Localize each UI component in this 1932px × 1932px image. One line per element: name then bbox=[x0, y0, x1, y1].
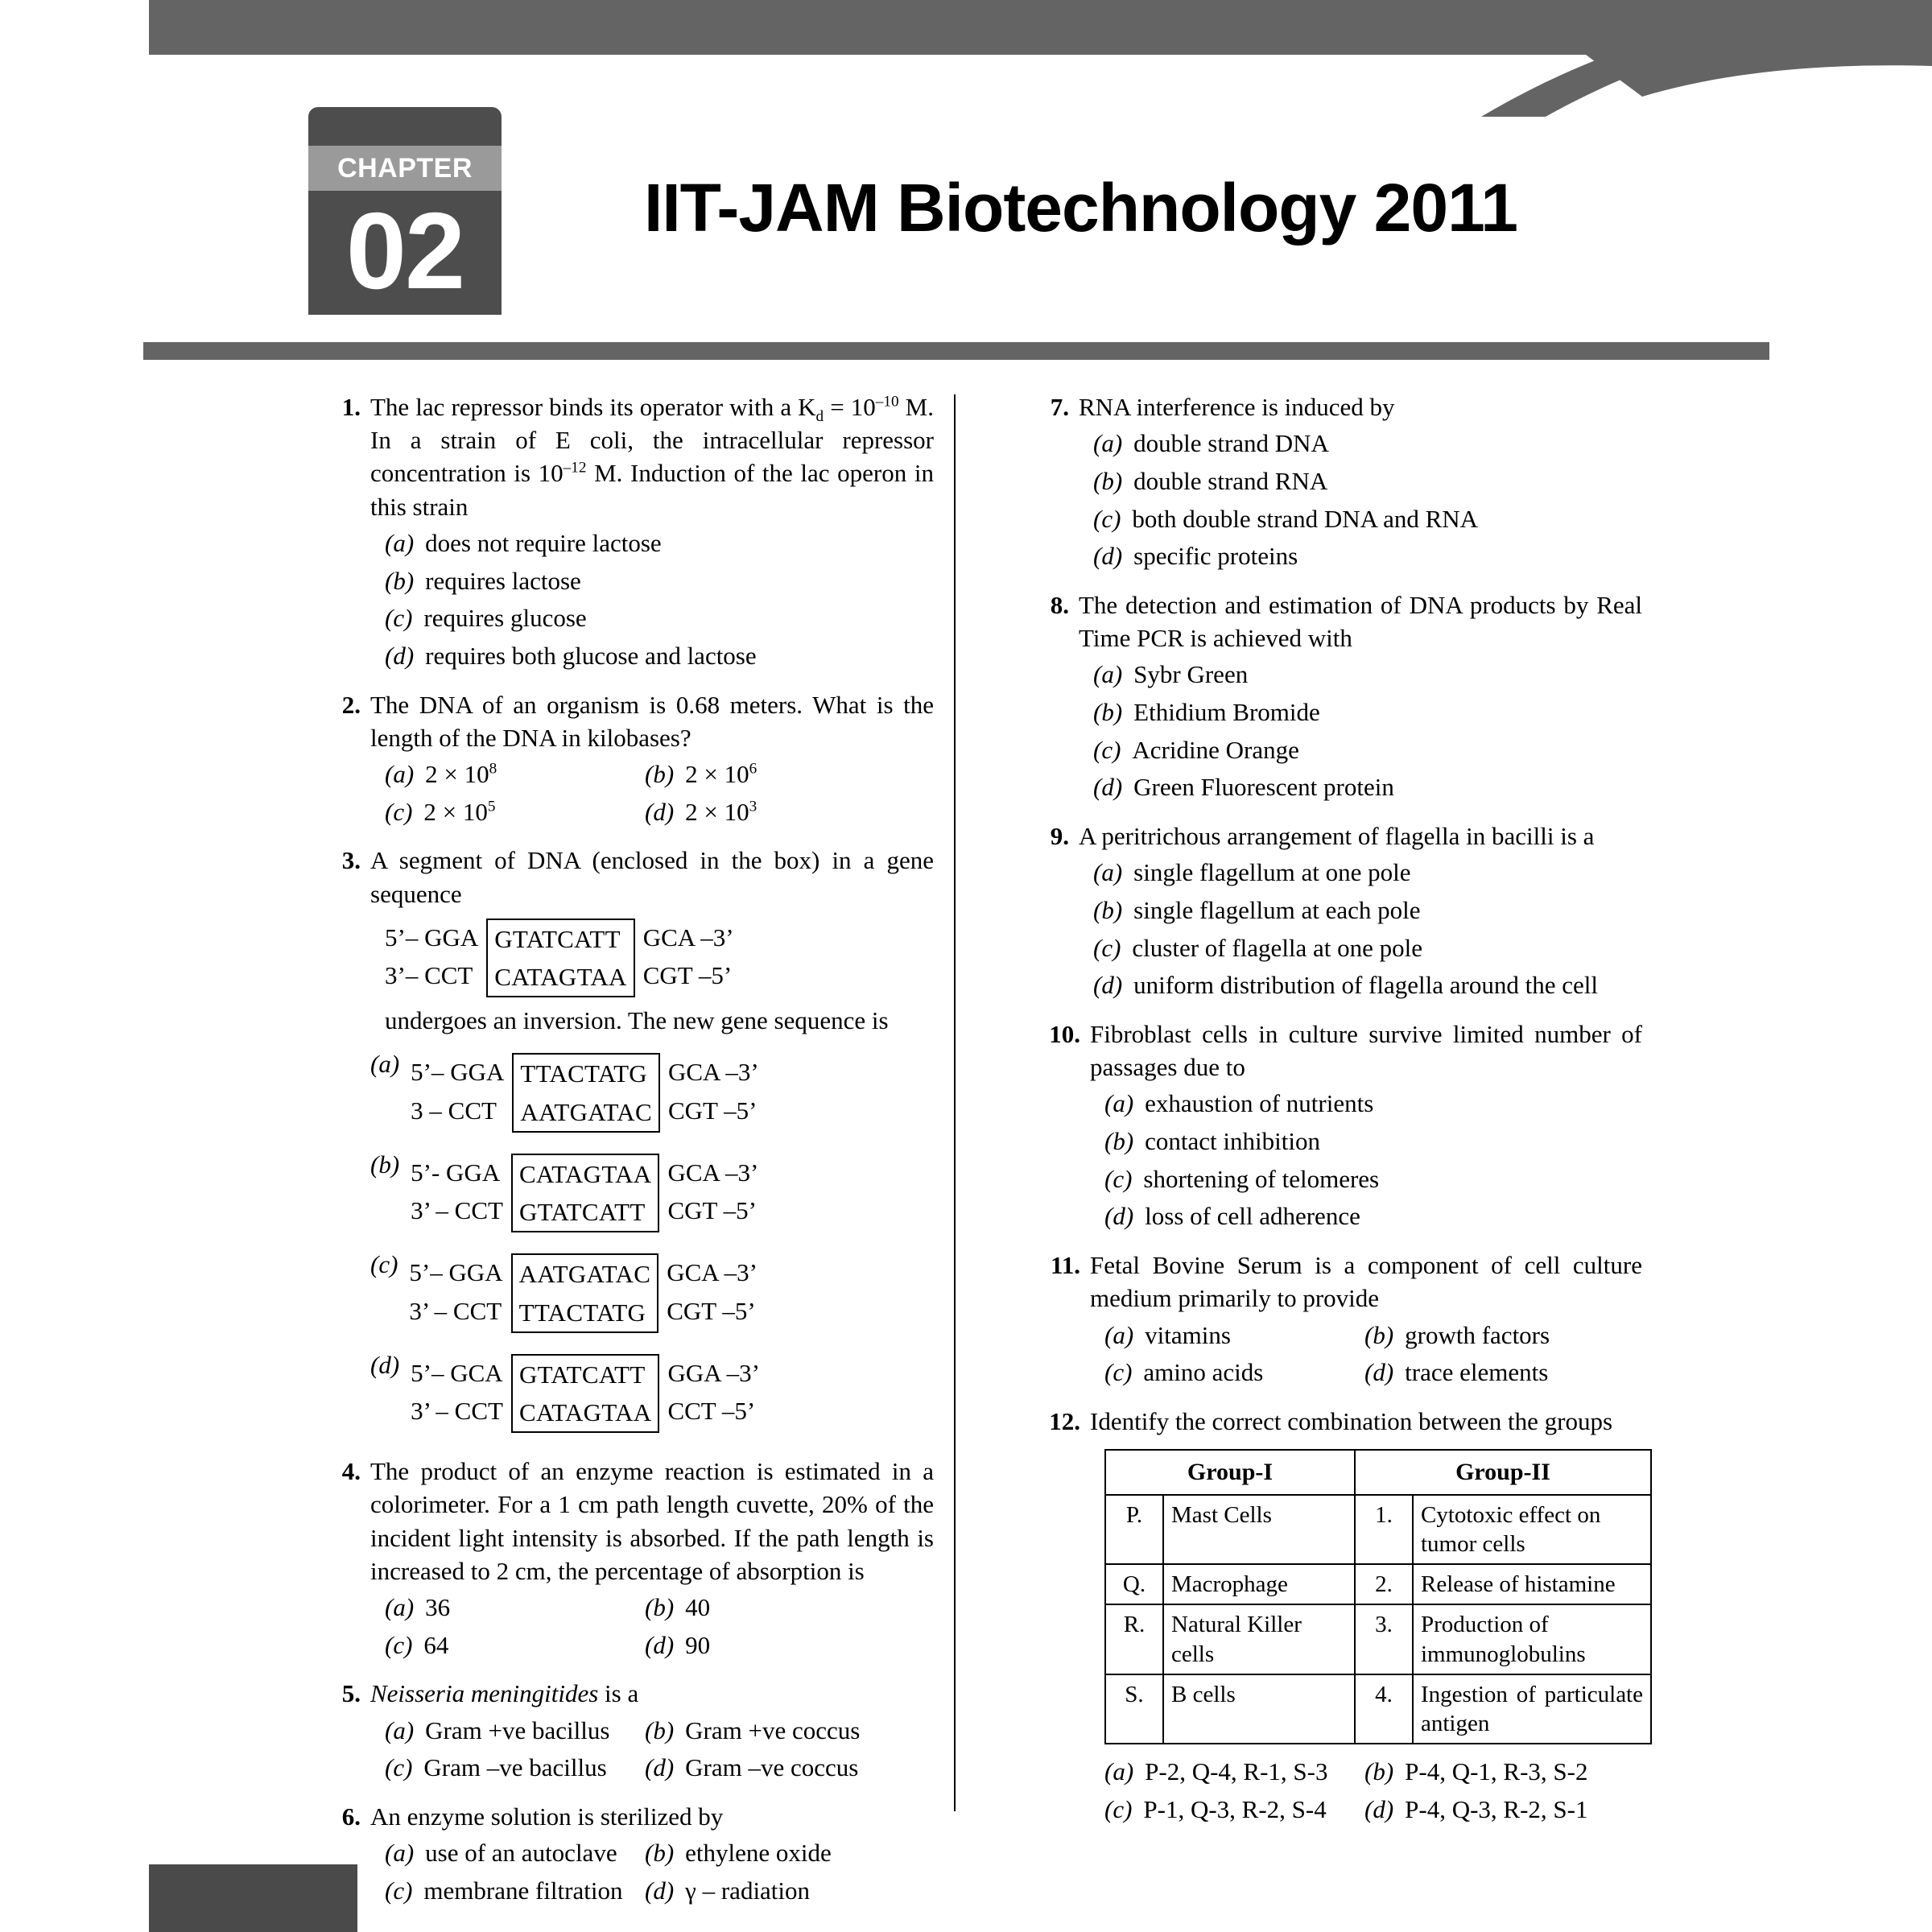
question-number: 11. bbox=[1050, 1251, 1080, 1280]
option-text: loss of cell adherence bbox=[1145, 1202, 1360, 1231]
option-base: 2 × 10 bbox=[685, 760, 749, 788]
dna-sequence-top: GTATCATT bbox=[494, 924, 621, 953]
dna-suffix-top: GCA –3’ bbox=[667, 1158, 759, 1187]
option-b[interactable] bbox=[630, 758, 757, 791]
option-a[interactable] bbox=[370, 527, 662, 559]
option-label: (b) bbox=[645, 760, 675, 788]
header-swoosh-decoration bbox=[1030, 0, 1932, 129]
dna-sequence-top: GTATCATT bbox=[518, 1360, 646, 1389]
dna-prefix-top: 5’– GGA bbox=[409, 1258, 503, 1287]
option-label: (c) bbox=[385, 1630, 413, 1659]
question-9 bbox=[1030, 819, 1642, 1007]
option-label: (a) bbox=[385, 528, 415, 557]
option-text: use of an autoclave bbox=[425, 1839, 617, 1868]
option-text bbox=[685, 758, 757, 791]
option-label: (a) bbox=[1104, 1089, 1134, 1118]
option-a[interactable] bbox=[1079, 857, 1411, 889]
dna-sequence-bottom: TTACTATG bbox=[518, 1298, 646, 1327]
option-b[interactable] bbox=[630, 1715, 860, 1747]
group1-value: Macrophage bbox=[1163, 1564, 1355, 1604]
column-left bbox=[322, 390, 934, 1923]
dna-boxed-segment bbox=[512, 1053, 660, 1132]
question-5 bbox=[322, 1677, 934, 1790]
dna-suffix-bottom: CGT –5’ bbox=[667, 1296, 756, 1325]
options-list bbox=[1079, 857, 1642, 1001]
dna-sequence-bottom: CATAGTAA bbox=[494, 963, 627, 991]
dna-suffix-bottom: CGT –5’ bbox=[667, 1196, 757, 1225]
option-label: (b) bbox=[1364, 1757, 1394, 1786]
page-title: IIT-JAM Biotechnology 2011 bbox=[644, 170, 1517, 246]
table-row bbox=[1105, 1674, 1651, 1744]
question-stem: RNA interference is induced by bbox=[1079, 393, 1395, 421]
option-label: (c) bbox=[370, 1250, 398, 1279]
table-row bbox=[1105, 1604, 1651, 1674]
option-b[interactable] bbox=[1079, 465, 1327, 497]
stem-part: is a bbox=[598, 1679, 639, 1708]
dna-option-sequence bbox=[411, 1053, 759, 1132]
option-a[interactable] bbox=[1079, 658, 1248, 691]
dna-sequence-top: CATAGTAA bbox=[518, 1159, 652, 1188]
option-b[interactable] bbox=[630, 1591, 710, 1624]
option-d[interactable] bbox=[630, 796, 757, 828]
option-label: (a) bbox=[1104, 1757, 1134, 1786]
option-label: (d) bbox=[1364, 1358, 1394, 1387]
option-text: double strand RNA bbox=[1133, 466, 1328, 495]
option-exponent: 8 bbox=[489, 760, 497, 778]
option-text: P-2, Q-4, R-1, S-3 bbox=[1145, 1757, 1328, 1786]
options-list bbox=[370, 758, 934, 828]
option-label: (d) bbox=[1104, 1202, 1134, 1231]
option-a[interactable] bbox=[370, 1045, 934, 1137]
option-text: P-1, Q-3, R-2, S-4 bbox=[1143, 1794, 1327, 1823]
option-text: single flagellum at each pole bbox=[1133, 895, 1421, 924]
option-b[interactable] bbox=[370, 565, 581, 597]
group2-value: Production of immunoglobulins bbox=[1413, 1604, 1651, 1674]
dna-prefix-top: 5’– GGA bbox=[385, 923, 479, 952]
option-d[interactable] bbox=[1350, 1794, 1588, 1826]
group-matching-table bbox=[1104, 1449, 1652, 1744]
dna-prefix-bottom: 3’ – CCT bbox=[409, 1296, 502, 1325]
question-stem: An enzyme solution is sterilized by bbox=[370, 1802, 724, 1831]
option-c[interactable] bbox=[370, 796, 630, 828]
option-label: (b) bbox=[1104, 1127, 1134, 1156]
option-text: P-4, Q-1, R-3, S-2 bbox=[1405, 1757, 1588, 1786]
dna-option-sequence bbox=[411, 1354, 760, 1433]
option-c[interactable] bbox=[1079, 503, 1478, 535]
title-divider-rule bbox=[143, 342, 1769, 360]
option-label: (b) bbox=[1364, 1320, 1394, 1349]
option-a[interactable] bbox=[1090, 1756, 1350, 1788]
options-list bbox=[370, 1715, 934, 1784]
stem-part: The lac repressor binds its operator with a K bbox=[370, 393, 816, 421]
option-b[interactable] bbox=[1079, 696, 1320, 729]
option-text: Green Fluorescent protein bbox=[1133, 773, 1394, 802]
option-text: Ethidium Bromide bbox=[1133, 698, 1320, 727]
option-text: Gram +ve bacillus bbox=[425, 1715, 610, 1744]
question-7 bbox=[1030, 390, 1642, 578]
option-b[interactable] bbox=[630, 1837, 832, 1869]
option-label: (c) bbox=[1104, 1358, 1133, 1387]
option-label: (d) bbox=[645, 1753, 675, 1782]
stem-part: M. In a strain of E coli, the intracellular repressor concentration is 10 bbox=[370, 393, 934, 488]
option-text: double strand DNA bbox=[1133, 429, 1329, 458]
group1-key: S. bbox=[1105, 1674, 1163, 1744]
stem-subscript: d bbox=[815, 408, 824, 426]
option-text: 36 bbox=[425, 1593, 451, 1622]
option-text: exhaustion of nutrients bbox=[1145, 1089, 1374, 1118]
option-c[interactable] bbox=[1079, 932, 1422, 964]
group2-value: Cytotoxic effect on tumor cells bbox=[1413, 1495, 1651, 1565]
option-d[interactable] bbox=[1079, 540, 1298, 572]
dna-sequence-bottom: GTATCATT bbox=[518, 1198, 646, 1227]
option-label: (a) bbox=[385, 1839, 415, 1868]
question-number: 6. bbox=[341, 1802, 361, 1831]
question-3-note: undergoes an inversion. The new gene sequence is bbox=[385, 1006, 889, 1035]
question-1 bbox=[322, 390, 934, 678]
group2-key: 4. bbox=[1355, 1674, 1413, 1744]
dna-prefix-top: 5’– GCA bbox=[411, 1358, 503, 1387]
option-label: (b) bbox=[370, 1150, 400, 1179]
stem-superscript: –10 bbox=[875, 393, 899, 411]
option-a[interactable] bbox=[370, 1837, 630, 1869]
option-base: 2 × 10 bbox=[425, 760, 489, 788]
option-label: (d) bbox=[1093, 971, 1123, 1000]
option-text: 64 bbox=[423, 1630, 449, 1659]
option-exponent: 3 bbox=[749, 798, 758, 815]
option-text: does not require lactose bbox=[425, 528, 662, 557]
question-stem: Fetal Bovine Serum is a component of cell culture medium primarily to provide bbox=[1090, 1251, 1642, 1313]
group1-value: B cells bbox=[1163, 1674, 1355, 1744]
options-list bbox=[1090, 1319, 1642, 1389]
option-b[interactable] bbox=[1350, 1319, 1550, 1352]
stem-part: M. Induction of the lac operon in this strain bbox=[370, 459, 934, 521]
option-a[interactable] bbox=[370, 1591, 630, 1624]
dna-suffix-column bbox=[660, 1053, 759, 1129]
species-name: Neisseria meningitides bbox=[370, 1679, 599, 1708]
dna-sequence-top: AATGATAC bbox=[518, 1260, 651, 1289]
option-d[interactable] bbox=[1079, 771, 1394, 803]
option-label: (c) bbox=[1104, 1164, 1133, 1193]
question-10 bbox=[1030, 1018, 1642, 1238]
option-base: 2 × 10 bbox=[685, 797, 749, 826]
option-d[interactable] bbox=[1090, 1200, 1360, 1232]
question-number: 10. bbox=[1049, 1019, 1080, 1048]
dna-prefix-column bbox=[411, 1053, 512, 1129]
options-list bbox=[1090, 1756, 1652, 1825]
option-d[interactable] bbox=[370, 640, 757, 672]
question-number: 8. bbox=[1050, 590, 1069, 619]
dna-prefix-bottom: 3’ – CCT bbox=[411, 1196, 503, 1225]
option-label: (b) bbox=[1093, 698, 1123, 727]
option-b[interactable] bbox=[370, 1146, 934, 1237]
question-stem: Fibroblast cells in culture survive limited number of passages due to bbox=[1090, 1019, 1642, 1082]
option-label: (a) bbox=[1093, 660, 1123, 689]
dna-suffix-top: GCA –3’ bbox=[667, 1258, 758, 1287]
option-text: contact inhibition bbox=[1145, 1127, 1320, 1156]
chapter-label: CHAPTER bbox=[308, 146, 502, 191]
option-label: (b) bbox=[645, 1593, 675, 1622]
option-text: single flagellum at one pole bbox=[1133, 858, 1411, 887]
question-6 bbox=[322, 1800, 934, 1913]
column-header-group-1: Group-I bbox=[1105, 1450, 1355, 1495]
options-list bbox=[1079, 658, 1642, 803]
option-c[interactable] bbox=[370, 1629, 630, 1662]
option-label: (c) bbox=[385, 1876, 413, 1905]
question-number: 2. bbox=[341, 690, 361, 719]
footer-decoration-block bbox=[149, 1864, 357, 1932]
stem-part: = 10 bbox=[824, 393, 876, 421]
dna-suffix-top: GCA –3’ bbox=[667, 1058, 759, 1087]
group1-value: Natural Killer cells bbox=[1163, 1604, 1355, 1674]
question-stem: The product of an enzyme reaction is estimated in a colorimeter. For a 1 cm path length cuvette, 20% of the incident light intensity is absorbed. If the path length is increased to 2 cm, the percentage of absorption is bbox=[370, 1457, 934, 1585]
dna-suffix-column bbox=[659, 1354, 760, 1430]
dna-prefix-column bbox=[409, 1253, 510, 1329]
question-number: 9. bbox=[1050, 822, 1069, 851]
question-number: 4. bbox=[341, 1457, 361, 1486]
option-d[interactable] bbox=[630, 1629, 710, 1662]
option-label: (d) bbox=[370, 1350, 400, 1379]
option-text: trace elements bbox=[1405, 1358, 1549, 1387]
dna-option-sequence bbox=[409, 1253, 758, 1332]
option-text bbox=[425, 758, 630, 791]
option-label: (b) bbox=[645, 1715, 675, 1744]
option-text: shortening of telomeres bbox=[1143, 1164, 1380, 1193]
question-8 bbox=[1030, 588, 1642, 809]
question-stem: The DNA of an organism is 0.68 meters. What is the length of the DNA in kilobases? bbox=[370, 690, 934, 752]
group2-key: 3. bbox=[1355, 1604, 1413, 1674]
stem-superscript: –12 bbox=[563, 460, 587, 477]
option-text: both double strand DNA and RNA bbox=[1132, 504, 1479, 533]
option-label: (d) bbox=[1093, 773, 1123, 802]
option-text: membrane filtration bbox=[423, 1876, 623, 1905]
option-c[interactable] bbox=[1079, 734, 1299, 766]
question-12 bbox=[1030, 1405, 1642, 1831]
option-label: (a) bbox=[385, 1715, 415, 1744]
option-b[interactable] bbox=[1079, 894, 1421, 927]
option-a[interactable] bbox=[1090, 1088, 1373, 1120]
option-text: requires both glucose and lactose bbox=[425, 641, 757, 670]
group2-value: Ingestion of particulate antigen bbox=[1413, 1674, 1651, 1744]
option-label: (c) bbox=[385, 1753, 413, 1782]
option-label: (a) bbox=[1104, 1320, 1134, 1349]
option-text: amino acids bbox=[1143, 1358, 1264, 1387]
option-a[interactable] bbox=[370, 758, 630, 791]
option-d[interactable] bbox=[630, 1752, 858, 1784]
table-row bbox=[1105, 1495, 1651, 1565]
table-row bbox=[1105, 1564, 1651, 1604]
option-label: (b) bbox=[645, 1839, 675, 1868]
option-text bbox=[685, 796, 757, 828]
question-stem: A segment of DNA (enclosed in the box) in a gene sequence bbox=[370, 846, 934, 908]
group1-key: P. bbox=[1105, 1495, 1163, 1565]
option-text: Acridine Orange bbox=[1132, 735, 1299, 764]
dna-suffix-bottom: CGT –5’ bbox=[642, 961, 733, 989]
option-label: (c) bbox=[385, 797, 413, 826]
option-text: requires lactose bbox=[425, 566, 581, 595]
option-a[interactable] bbox=[1079, 427, 1329, 460]
option-label: (a) bbox=[370, 1050, 400, 1079]
option-text: specific proteins bbox=[1133, 542, 1298, 571]
question-stem bbox=[370, 1677, 934, 1710]
option-label: (d) bbox=[1093, 542, 1123, 571]
option-c[interactable] bbox=[370, 1875, 630, 1907]
option-text: vitamins bbox=[1145, 1320, 1231, 1349]
dna-prefix-top: 5’– GGA bbox=[411, 1058, 505, 1087]
dna-given-sequence bbox=[385, 919, 934, 997]
option-text: uniform distribution of flagella around the cell bbox=[1133, 971, 1598, 1000]
column-right bbox=[1030, 390, 1642, 1842]
column-divider bbox=[954, 394, 956, 1811]
option-c[interactable] bbox=[1090, 1794, 1350, 1826]
option-text: Sybr Green bbox=[1133, 660, 1249, 689]
question-number: 1. bbox=[341, 393, 361, 421]
option-label: (d) bbox=[645, 797, 675, 826]
option-exponent: 5 bbox=[487, 798, 496, 815]
dna-suffix-column bbox=[635, 919, 734, 994]
dna-boxed-segment bbox=[511, 1354, 659, 1433]
option-label: (d) bbox=[1364, 1794, 1394, 1823]
option-text: Gram –ve coccus bbox=[685, 1753, 859, 1782]
option-label: (a) bbox=[385, 760, 415, 788]
dna-boxed-segment bbox=[486, 919, 634, 997]
dna-prefix-bottom: 3 – CCT bbox=[411, 1096, 497, 1125]
question-stem: A peritrichous arrangement of flagella in bacilli is a bbox=[1079, 822, 1595, 851]
option-c[interactable] bbox=[370, 602, 587, 634]
dna-suffix-bottom: CGT –5’ bbox=[667, 1096, 758, 1125]
dna-prefix-bottom: 3’ – CCT bbox=[411, 1396, 503, 1425]
option-label: (c) bbox=[1093, 735, 1121, 764]
chapter-badge bbox=[308, 107, 502, 315]
option-text: 40 bbox=[685, 1593, 711, 1622]
options-list bbox=[1090, 1088, 1642, 1232]
option-text bbox=[423, 796, 630, 828]
table-header-row bbox=[1105, 1450, 1651, 1495]
dna-boxed-segment bbox=[511, 1154, 659, 1232]
option-text: γ – radiation bbox=[685, 1876, 811, 1905]
option-label: (c) bbox=[385, 604, 413, 633]
option-d[interactable] bbox=[630, 1875, 810, 1907]
question-number: 12. bbox=[1049, 1406, 1080, 1435]
option-exponent: 6 bbox=[749, 760, 758, 778]
option-c[interactable] bbox=[1090, 1163, 1379, 1195]
option-a[interactable] bbox=[370, 1715, 630, 1747]
option-label: (c) bbox=[1093, 933, 1121, 962]
dna-boxed-segment bbox=[511, 1253, 659, 1332]
option-label: (b) bbox=[1093, 466, 1123, 495]
option-label: (c) bbox=[1093, 504, 1121, 533]
options-list bbox=[370, 527, 934, 672]
dna-sequence-top: TTACTATG bbox=[520, 1059, 647, 1088]
option-label: (b) bbox=[385, 566, 415, 595]
dna-suffix-bottom: CCT –5’ bbox=[667, 1396, 756, 1425]
dna-suffix-column bbox=[659, 1154, 758, 1229]
group2-value: Release of histamine bbox=[1413, 1564, 1651, 1604]
dna-prefix-column bbox=[385, 919, 486, 994]
option-a[interactable] bbox=[1090, 1319, 1350, 1352]
option-label: (a) bbox=[1093, 429, 1123, 458]
dna-suffix-top: GGA –3’ bbox=[667, 1358, 760, 1387]
question-2 bbox=[322, 688, 934, 834]
dna-prefix-top: 5’- GGA bbox=[411, 1158, 501, 1187]
option-text: requires glucose bbox=[423, 604, 587, 633]
option-b[interactable] bbox=[1350, 1756, 1588, 1788]
dna-sequence-bottom: AATGATAC bbox=[520, 1097, 652, 1126]
option-c[interactable] bbox=[370, 1752, 630, 1784]
question-number: 5. bbox=[341, 1679, 361, 1708]
dna-prefix-column bbox=[411, 1354, 511, 1430]
option-d[interactable] bbox=[1350, 1356, 1548, 1389]
dna-prefix-bottom: 3’– CCT bbox=[385, 961, 473, 989]
question-stem: The detection and estimation of DNA products by Real Time PCR is achieved with bbox=[1079, 590, 1642, 653]
option-text: cluster of flagella at one pole bbox=[1132, 933, 1423, 962]
option-text: ethylene oxide bbox=[685, 1839, 832, 1868]
dna-prefix-column bbox=[411, 1154, 511, 1229]
option-d[interactable] bbox=[370, 1346, 934, 1438]
option-label: (b) bbox=[1093, 895, 1123, 924]
question-stem: Identify the correct combination between the groups bbox=[1090, 1406, 1613, 1435]
option-c[interactable] bbox=[1090, 1356, 1350, 1389]
option-label: (d) bbox=[385, 641, 415, 670]
group2-key: 2. bbox=[1355, 1564, 1413, 1604]
question-4 bbox=[322, 1455, 934, 1666]
option-label: (a) bbox=[385, 1593, 415, 1622]
option-label: (d) bbox=[645, 1630, 675, 1659]
dna-option-sequence bbox=[411, 1154, 758, 1232]
option-label: (a) bbox=[1093, 858, 1123, 887]
options-list bbox=[370, 1591, 934, 1661]
group1-key: Q. bbox=[1105, 1564, 1163, 1604]
dna-suffix-column bbox=[658, 1253, 758, 1329]
chapter-number: 02 bbox=[345, 190, 464, 312]
option-c[interactable] bbox=[370, 1245, 934, 1337]
group1-key: R. bbox=[1105, 1604, 1163, 1674]
column-header-group-2: Group-II bbox=[1355, 1450, 1651, 1495]
group2-key: 1. bbox=[1355, 1495, 1413, 1565]
options-list bbox=[1079, 427, 1642, 572]
option-b[interactable] bbox=[1090, 1125, 1320, 1158]
option-base: 2 × 10 bbox=[423, 797, 488, 826]
dna-suffix-top: GCA –3’ bbox=[642, 923, 734, 952]
option-d[interactable] bbox=[1079, 969, 1598, 1001]
group1-value: Mast Cells bbox=[1163, 1495, 1355, 1565]
question-3 bbox=[322, 844, 934, 1444]
question-11 bbox=[1030, 1249, 1642, 1394]
dna-sequence-bottom: CATAGTAA bbox=[518, 1397, 652, 1426]
option-label: (c) bbox=[1104, 1794, 1133, 1823]
question-number: 3. bbox=[341, 846, 361, 875]
question-number: 7. bbox=[1050, 393, 1069, 421]
option-text: growth factors bbox=[1405, 1320, 1550, 1349]
option-text: Gram +ve coccus bbox=[685, 1715, 861, 1744]
option-text: P-4, Q-3, R-2, S-1 bbox=[1405, 1794, 1588, 1823]
option-text: Gram –ve bacillus bbox=[423, 1753, 607, 1782]
option-text: 90 bbox=[685, 1630, 711, 1659]
options-list bbox=[370, 1837, 934, 1906]
question-stem bbox=[370, 390, 934, 523]
option-label: (d) bbox=[645, 1876, 675, 1905]
